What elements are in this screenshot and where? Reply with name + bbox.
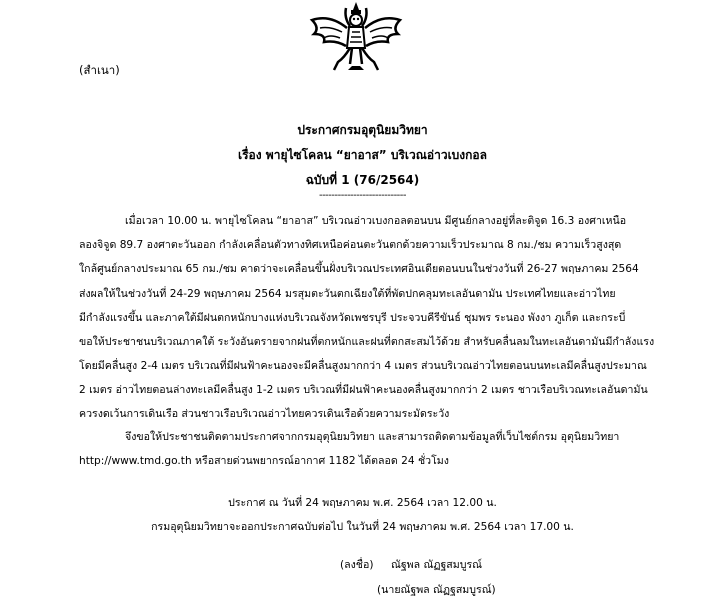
announcement-issue-number: ฉบับที่ 1 (76/2564) bbox=[305, 173, 420, 187]
signature-name: ณัฐพล ณัฏฐสมบูรณ์ bbox=[391, 559, 482, 571]
signature-label: (ลงชื่อ) bbox=[340, 559, 374, 571]
announcement-title: ประกาศกรมอุตุนิยมวิทยา bbox=[297, 123, 428, 137]
title-separator: ---------------------------- bbox=[318, 190, 407, 201]
body-line-4: ส่งผลให้ในช่วงวันที่ 24-29 พฤษภาคม 2564 มรสุมตะวันตกเฉียงใต้ที่พัดปกคลุมทะเลอันดามัน ประเทศไทยและอ่าวไทย bbox=[79, 288, 616, 300]
body-line-2: ลองจิจูด 89.7 องศาตะวันออก กำลังเคลื่อนตัวทางทิศเหนือค่อนตะวันตกด้วยความเร็วประมาณ 8 กม./ชม ความเร็วสูงสุด bbox=[79, 239, 622, 251]
closing-line-2: http://www.tmd.go.th หรือสายด่วนพยากรณ์อากาศ 1182 ได้ตลอด 24 ชั่วโมง bbox=[79, 455, 449, 467]
closing-line-1: จึงขอให้ประชาชนติดตามประกาศจากกรมอุตุนิยมวิทยา และสามารถติดตามข้อมูลที่เว็บไซต์กรม อุตุนิยมวิทยา bbox=[125, 431, 620, 443]
body-line-5: มีกำลังแรงขึ้น และภาคใต้มีฝนตกหนักบางแห่งบริเวณจังหวัดเพชรบุรี ประจวบคีรีขันธ์ ชุมพร ระนอง พังงา ภูเก็ต และกระบี่ bbox=[79, 312, 626, 324]
body-line-1: เมื่อเวลา 10.00 น. พายุไซโคลน “ยาอาส” บริเวณอ่าวเบงกอลตอนบน มีศูนย์กลางอยู่ที่ละติจูด 16.3 องศาเหนือ bbox=[125, 215, 627, 227]
body-line-3: ใกล้ศูนย์กลางประมาณ 65 กม./ชม คาดว่าจะเคลื่อนขึ้นฝั่งบริเวณประเทศอินเดียตอนบนในช่วงวันที่ 26-27 พฤษภาคม 2564 bbox=[79, 263, 639, 275]
body-line-6: ขอให้ประชาชนบริเวณภาคใต้ ระวังอันตรายจากฝนที่ตกหนักและฝนที่ตกสะสมไว้ด้วย สำหรับคลื่นลมในทะเลอันดามันมีกำลังแรง bbox=[79, 336, 655, 348]
body-line-8: 2 เมตร อ่าวไทยตอนล่างทะเลมีคลื่นสูง 1-2 เมตร บริเวณที่มีฝนฟ้าคะนองคลื่นสูงมากกว่า 2 เมตร ชาวเรือบริเวณทะเลอันดามัน bbox=[79, 384, 648, 396]
announced-datetime: ประกาศ ณ วันที่ 24 พฤษภาคม พ.ศ. 2564 เวลา 12.00 น. bbox=[228, 497, 497, 509]
signature-full-name: (นายณัฐพล ณัฏฐสมบูรณ์) bbox=[377, 584, 496, 596]
body-line-7: โดยมีคลื่นสูง 2-4 เมตร บริเวณที่มีฝนฟ้าคะนองจะมีคลื่นสูงมากกว่า 4 เมตร ส่วนบริเวณอ่าวไทยตอนบนทะเลมีคลื่นสูงประมาณ bbox=[79, 360, 647, 372]
garuda-emblem-icon bbox=[306, 0, 406, 76]
copy-mark: (สำเนา) bbox=[79, 63, 120, 77]
announcement-subject: เรื่อง พายุไซโคลน “ยาอาส” บริเวณอ่าวเบงกอล bbox=[238, 148, 487, 162]
next-issue-notice: กรมอุตุนิยมวิทยาจะออกประกาศฉบับต่อไป ในวันที่ 24 พฤษภาคม พ.ศ. 2564 เวลา 17.00 น. bbox=[151, 521, 574, 533]
body-line-9: ควรงดเว้นการเดินเรือ ส่วนชาวเรือบริเวณอ่าวไทยควรเดินเรือด้วยความระมัดระวัง bbox=[79, 408, 450, 420]
